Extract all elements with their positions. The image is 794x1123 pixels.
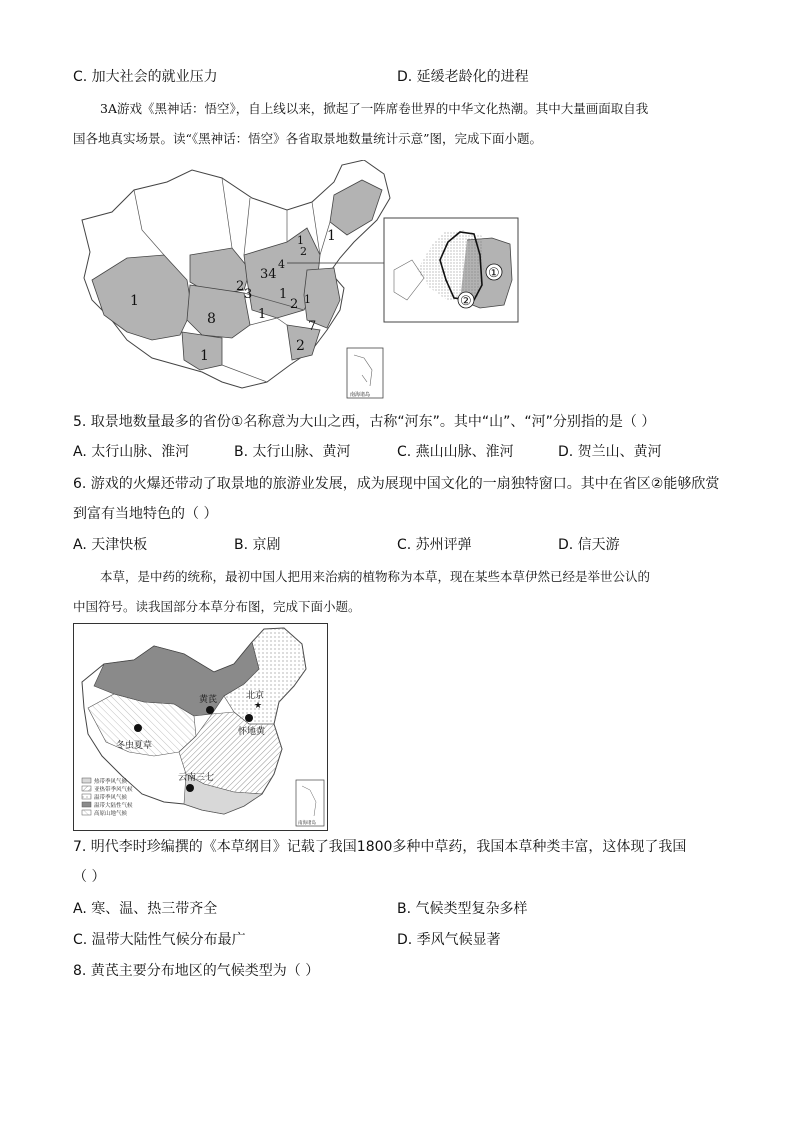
intro1-line2: 国各地真实场景。读“《黑神话：悟空》各省取景地数量统计示意”图，完成下面小题。 <box>73 131 543 146</box>
map1-num-sichuan: 8 <box>207 311 216 327</box>
map1-inset-label: 南海诸岛 <box>350 392 371 398</box>
option-d-prev: D. 延缓老龄化的进程 <box>397 69 529 85</box>
q6-stem-line1: 6. 游戏的火爆还带动了取景地的旅游业发展，成为展现中国文化的一扇独特窗口。其中在省区②能够欣赏 <box>73 476 720 492</box>
q5-option-d[interactable]: D. 贺兰山、黄河 <box>558 444 662 460</box>
q5-stem: 5. 取景地数量最多的省份①名称意为大山之西，古称“河东”。其中“山”、“河”分别指的是（ ） <box>73 414 656 430</box>
legend-temperate-monsoon: 温带季风气候 <box>94 795 128 801</box>
map1-num-hebei: 2 <box>300 245 307 258</box>
map1-num-henan: 1 <box>279 287 288 302</box>
legend-tropical: 热带季风气候 <box>94 779 128 785</box>
q6-option-d[interactable]: D. 信天游 <box>558 537 620 553</box>
map1-num-ne: 1 <box>327 228 336 244</box>
herb-map-svg <box>74 624 327 830</box>
map1-num-tibet: 1 <box>130 293 139 309</box>
china-filming-map <box>72 160 522 402</box>
climate-legend <box>82 777 133 817</box>
map1-num-fujian: 2 <box>296 338 305 354</box>
intro2-line1: 本草，是中药的统称，最初中国人把用来治病的植物称为本草，现在某些本草伊然已经是举世公认的 <box>100 569 651 584</box>
option-c-prev: C. 加大社会的就业压力 <box>73 69 218 85</box>
herb-distribution-map <box>73 623 328 831</box>
huaidihuang-marker <box>245 714 253 722</box>
q6-option-a[interactable]: A. 天津快板 <box>73 537 148 553</box>
map1-num-yunnan: 1 <box>200 348 209 364</box>
legend-temperate-continental: 温带大陆性气候 <box>94 803 133 809</box>
label-huaidihuang: 怀地黄 <box>238 727 266 737</box>
map1-num-zhejiang: 7 <box>308 319 317 334</box>
map1-num-shaanxi: 3 <box>244 287 253 302</box>
q7-stem-line2: （ ） <box>73 869 106 885</box>
label-huangqi: 黄芪 <box>199 695 218 705</box>
map1-num-anhui: 2 <box>290 297 299 312</box>
label-beijing: 北京 <box>246 691 265 701</box>
q7-option-c[interactable]: C. 温带大陆性气候分布最广 <box>73 932 246 948</box>
map1-num-gansu: 2 <box>236 279 245 294</box>
intro1-line1: 3A游戏《黑神话：悟空》，自上线以来，掀起了一阵席卷世界的中华文化热潮。其中大量画面取自我 <box>100 101 649 116</box>
q7-option-b[interactable]: B. 气候类型复杂多样 <box>397 901 528 917</box>
map1-num-4: 4 <box>278 258 285 271</box>
beijing-star-icon: ★ <box>254 701 263 711</box>
q8-stem: 8. 黄芪主要分布地区的气候类型为（ ） <box>73 963 320 979</box>
q6-stem-line2: 到富有当地特色的（ ） <box>73 506 218 522</box>
map1-num-beijing: 1 <box>297 234 304 247</box>
map1-circle2: ② <box>460 294 472 309</box>
map1-num-jiangsu: 1 <box>304 293 311 306</box>
q5-option-a[interactable]: A. 太行山脉、淮河 <box>73 444 190 460</box>
south-sea-inset <box>347 348 383 398</box>
map2-south-sea-inset <box>296 780 324 826</box>
intro2-line2: 中国符号。读我国部分本草分布图，完成下面小题。 <box>73 599 361 614</box>
legend-plateau: 高原山地气候 <box>94 811 128 817</box>
yunnan-marker <box>186 784 194 792</box>
map2-inset-label: 南海诸岛 <box>298 821 316 826</box>
q7-option-d[interactable]: D. 季风气候显著 <box>397 932 501 948</box>
label-dongchong: 冬虫夏草 <box>116 741 153 751</box>
q5-option-b[interactable]: B. 太行山脉、黄河 <box>234 444 351 460</box>
q6-option-b[interactable]: B. 京剧 <box>234 537 281 553</box>
map1-num-chongqing: 1 <box>258 307 267 322</box>
china-map-svg <box>72 160 522 402</box>
map1-num-shanxi: 34 <box>260 267 277 282</box>
label-yunnan: 云南三七 <box>178 773 215 783</box>
map1-circle1: ① <box>488 266 500 281</box>
q7-option-a[interactable]: A. 寒、温、热三带齐全 <box>73 901 218 917</box>
huangqi-marker <box>206 706 214 714</box>
q5-option-c[interactable]: C. 燕山山脉、淮河 <box>397 444 514 460</box>
dongchong-marker <box>134 724 142 732</box>
legend-subtropical: 亚热带季风气候 <box>94 787 133 793</box>
q7-stem-line1: 7. 明代李时珍编撰的《本草纲目》记载了我国1800多种中草药，我国本草种类丰富，这体现了我国 <box>73 839 687 855</box>
q6-option-c[interactable]: C. 苏州评弹 <box>397 537 472 553</box>
